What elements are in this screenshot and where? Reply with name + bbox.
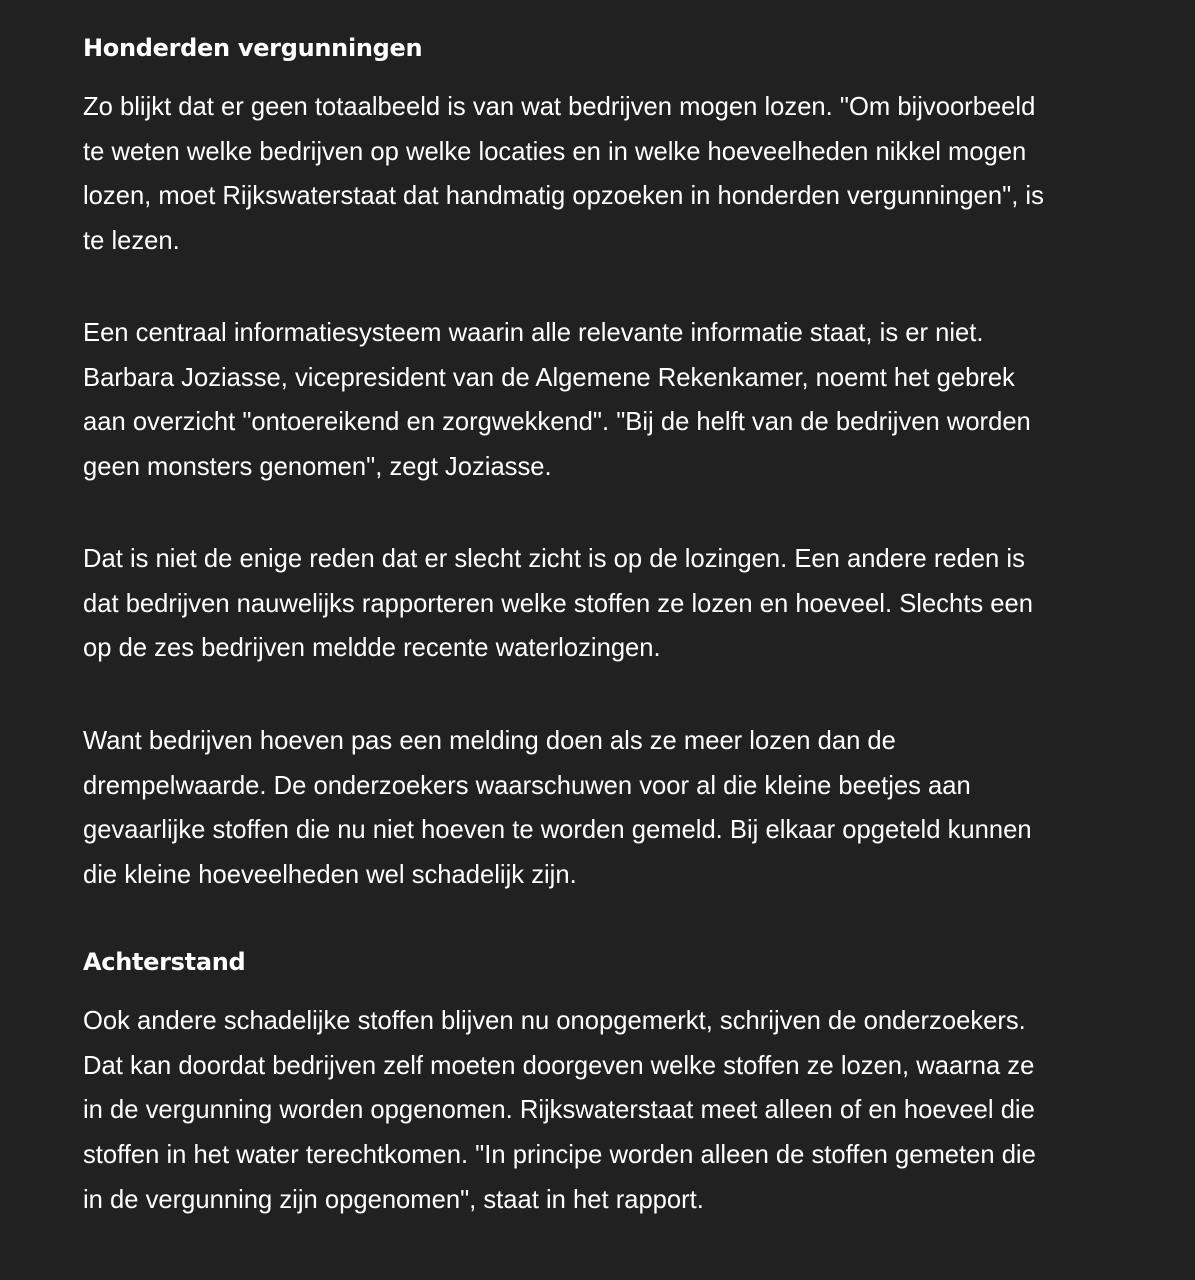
paragraph: Want bedrijven hoeven pas een melding doen als ze meer lozen dan de drempelwaarde. De onderzoekers waarschuwen voor al die kleine beetjes aan gevaarlijke stoffen die nu niet hoeven te worden gemeld. Bij elkaar opgeteld kunnen die kleine hoeveelheden wel schadelijk zijn. — [83, 727, 1032, 890]
paragraph: Zo blijkt dat er geen totaalbeeld is van wat bedrijven mogen lozen. "Om bijvoorbeeld te weten welke bedrijven op welke locaties en in welke hoeveelheden nikkel mogen lozen, moet Rijkswaterstaat dat handmatig opzoeken in honderden vergunningen", is te lezen. — [83, 93, 1044, 256]
section-heading: Achterstand — [83, 948, 246, 976]
paragraph: Dat is niet de enige reden dat er slecht zicht is op de lozingen. Een andere reden is dat bedrijven nauwelijks rapporteren welke stoffen ze lozen en hoeveel. Slechts een op de zes bedrijven meldde recente waterlozingen. — [83, 545, 1033, 663]
paragraph: Een centraal informatiesysteem waarin alle relevante informatie staat, is er niet. Barbara Joziasse, vicepresident van de Algemene Rekenkamer, noemt het gebrek aan overzicht "ontoereikend en zorgwekkend". "Bij de helft van de bedrijven worden geen monsters genomen", zegt Joziasse. — [83, 319, 1031, 482]
section-heading: Honderden vergunningen — [83, 34, 423, 62]
paragraph: Ook andere schadelijke stoffen blijven nu onopgemerkt, schrijven de onderzoekers. Dat kan doordat bedrijven zelf moeten doorgeven welke stoffen ze lozen, waarna ze in de vergunning worden opgenomen. Rijkswaterstaat meet alleen of en hoeveel die stoffen in het water terechtkomen. "In principe worden alleen de stoffen gemeten die in de vergunning zijn opgenomen", staat in het rapport. — [83, 1007, 1036, 1214]
